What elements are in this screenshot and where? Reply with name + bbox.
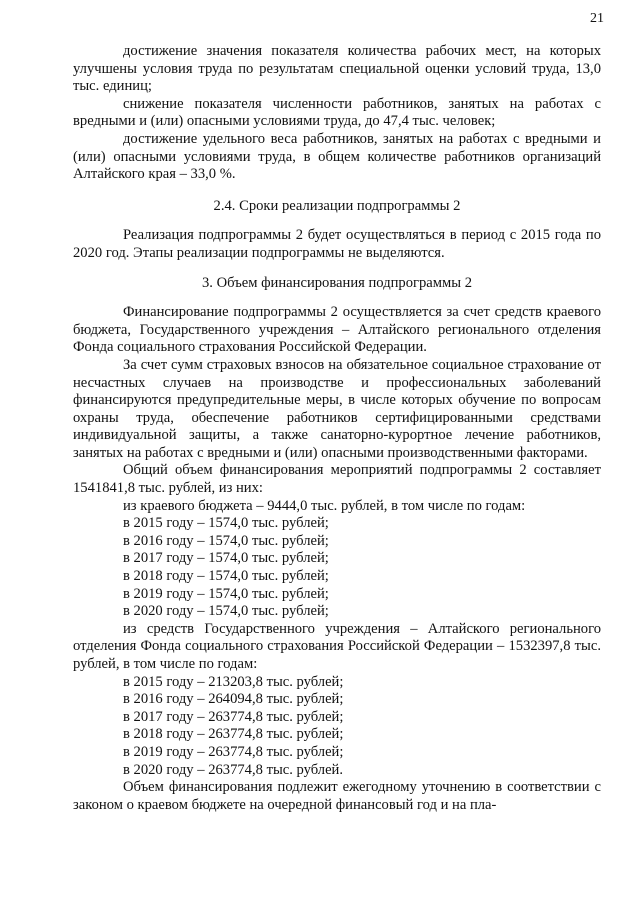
total-financing-paragraph: Общий объем финансирования мероприятий подпрограммы 2 составляет 1541841,8 тыс. рублей, из них: — [73, 462, 601, 497]
regional-year-item: в 2019 году – 1574,0 тыс. рублей; — [123, 585, 329, 602]
page-content — [73, 43, 601, 814]
intro-paragraph: достижение значения показателя количества рабочих мест, на которых улучшены условия труда по результатам специальной оценки условий труда, 13,0 тыс. единиц; — [73, 43, 601, 95]
fund-year-item: в 2016 году – 264094,8 тыс. рублей; — [123, 691, 344, 708]
regional-year-item: в 2020 году – 1574,0 тыс. рублей; — [123, 603, 329, 620]
fund-year-item: в 2020 году – 263774,8 тыс. рублей. — [123, 761, 344, 778]
insurance-paragraph: За счет сумм страховых взносов на обязательное социальное страхование от несчастных случаев на производстве и профессиональных заболеваний финансируются предупредительные меры, в числе которых обучение по вопросам охраны труда, обеспечение работников сертифицированными средствами индивидуальной защиты, а также санаторно-курортное лечение работников, занятых на работах с вредными и (или) опасными производственными факторами. — [73, 356, 601, 461]
regional-year-item: в 2015 году – 1574,0 тыс. рублей; — [123, 515, 329, 532]
financing-paragraph: Финансирование подпрограммы 2 осуществляется за счет средств краевого бюджета, Государственного учреждения – Алтайского регионального отделения Фонда социального страхования Российской Федерации. — [73, 304, 601, 356]
section-2-4-title: 2.4. Сроки реализации подпрограммы 2 — [213, 197, 461, 214]
fund-year-item: в 2019 году – 263774,8 тыс. рублей; — [123, 743, 344, 760]
intro-paragraph: достижение удельного веса работников, занятых на работах с вредными и (или) опасными условиями труда, в общем количестве работников организаций Алтайского края – 33,0 %. — [73, 130, 601, 183]
fund-intro: из средств Государственного учреждения – Алтайского регионального отделения Фонда социального страхования Российской Федерации – 1532397,8 тыс. рублей, в том числе по годам: — [73, 620, 601, 672]
fund-year-item: в 2017 году – 263774,8 тыс. рублей; — [123, 708, 344, 725]
closing-paragraph: Объем финансирования подлежит ежегодному уточнению в соответствии с законом о краевом бюджете на очередной финансовый год и на пла- — [73, 779, 601, 813]
regional-year-item: в 2018 году – 1574,0 тыс. рублей; — [123, 568, 329, 585]
regional-year-item: в 2017 году – 1574,0 тыс. рублей; — [123, 550, 329, 567]
page-number: 21 — [590, 11, 604, 26]
regional-year-item: в 2016 году – 1574,0 тыс. рублей; — [123, 532, 329, 549]
section-2-4-text: Реализация подпрограммы 2 будет осуществляться в период с 2015 года по 2020 год. Этапы реализации подпрограммы не выделяются. — [73, 227, 601, 261]
regional-budget-intro: из краевого бюджета – 9444,0 тыс. рублей, в том числе по годам: — [123, 497, 526, 514]
intro-paragraph: снижение показателя численности работников, занятых на работах с вредными и (или) опасными условиями труда, до 47,4 тыс. человек; — [73, 95, 601, 130]
fund-year-item: в 2018 году – 263774,8 тыс. рублей; — [123, 726, 344, 743]
section-3-title: 3. Объем финансирования подпрограммы 2 — [202, 274, 472, 291]
fund-year-item: в 2015 году – 213203,8 тыс. рублей; — [123, 673, 344, 690]
